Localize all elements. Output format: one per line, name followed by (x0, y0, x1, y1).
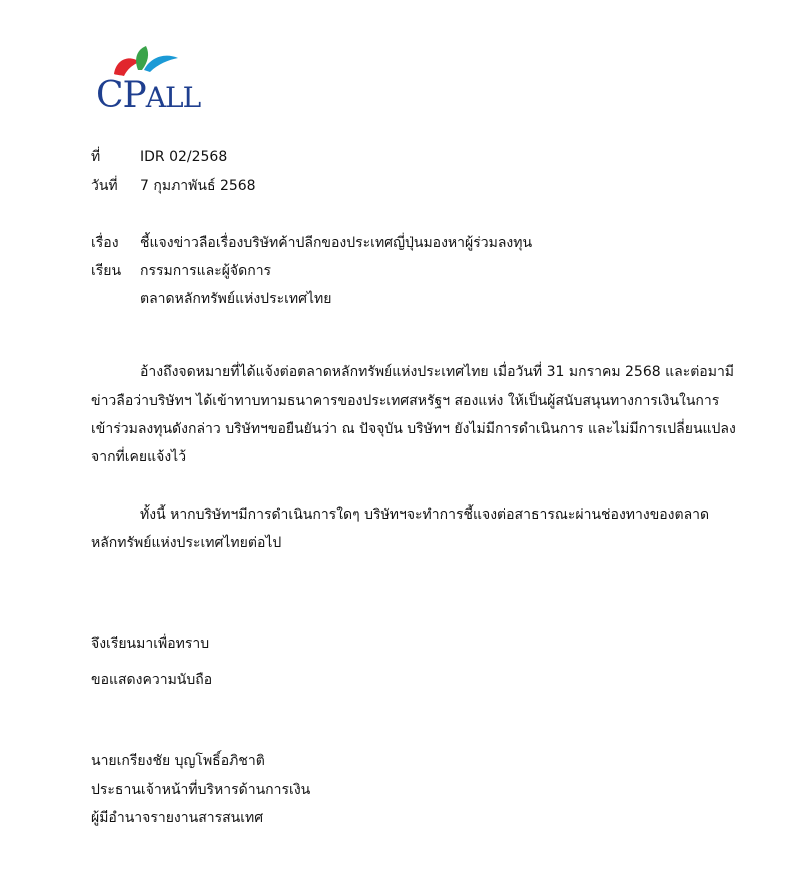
subject-value: ชี้แจงข่าวลือเรื่องบริษัทค้าปลีกของประเทศญี่ปุ่นมองหาผู้ร่วมลงทุน (140, 235, 533, 251)
blue-leaf-icon (144, 56, 178, 72)
logo-letters-all: ALL (145, 81, 201, 114)
subject-label: เรื่อง (91, 235, 119, 251)
ref-label: ที่ (91, 149, 101, 165)
date-value: 7 กุมภาพันธ์ 2568 (140, 178, 256, 194)
paragraph-1-line-1: อ้างถึงจดหมายที่ได้แจ้งต่อตลาดหลักทรัพย์แห่งประเทศไทย เมื่อวันที่ 31 มกราคม 2568 และต่อมามี (140, 364, 735, 380)
recipient-label: เรียน (91, 263, 122, 279)
ref-value: IDR 02/2568 (140, 149, 228, 165)
logo-wordmark (96, 75, 201, 116)
paragraph-2-line-1: ทั้งนี้ หากบริษัทฯมีการดำเนินการใดๆ บริษัทฯจะทำการชี้แจงต่อสาธารณะผ่านช่องทางของตลาด (140, 507, 710, 523)
paragraph-2-line-2: หลักทรัพย์แห่งประเทศไทยต่อไป (91, 535, 282, 551)
recipient-line-2: ตลาดหลักทรัพย์แห่งประเทศไทย (140, 291, 332, 307)
company-logo (96, 44, 204, 114)
logo-letter-p: P (122, 75, 146, 116)
date-label: วันที่ (91, 178, 118, 194)
signatory-name: นายเกรียงชัย บุญโพธิ์อภิชาติ (91, 753, 265, 769)
paragraph-1-line-2: ข่าวลือว่าบริษัทฯ ได้เข้าทาบทามธนาคารของประเทศสหรัฐฯ สองแห่ง ให้เป็นผู้สนับสนุนทางการเงินในการ (91, 393, 720, 409)
recipient-line-1: กรรมการและผู้จัดการ (140, 263, 272, 279)
signatory-role: ผู้มีอำนาจรายงานสารสนเทศ (91, 810, 264, 826)
signatory-title: ประธานเจ้าหน้าที่บริหารด้านการเงิน (91, 782, 311, 798)
closing-line-1: จึงเรียนมาเพื่อทราบ (91, 636, 210, 652)
logo-letter-c: C (96, 75, 123, 116)
paragraph-1-line-3: เข้าร่วมลงทุนดังกล่าว บริษัทฯขอยืนยันว่า ณ ปัจจุบัน บริษัทฯ ยังไม่มีการดำเนินการ และไม่มีการเปลี่ยนแปลง (91, 421, 736, 437)
paragraph-1-line-4: จากที่เคยแจ้งไว้ (91, 449, 187, 465)
closing-line-2: ขอแสดงความนับถือ (91, 672, 213, 688)
